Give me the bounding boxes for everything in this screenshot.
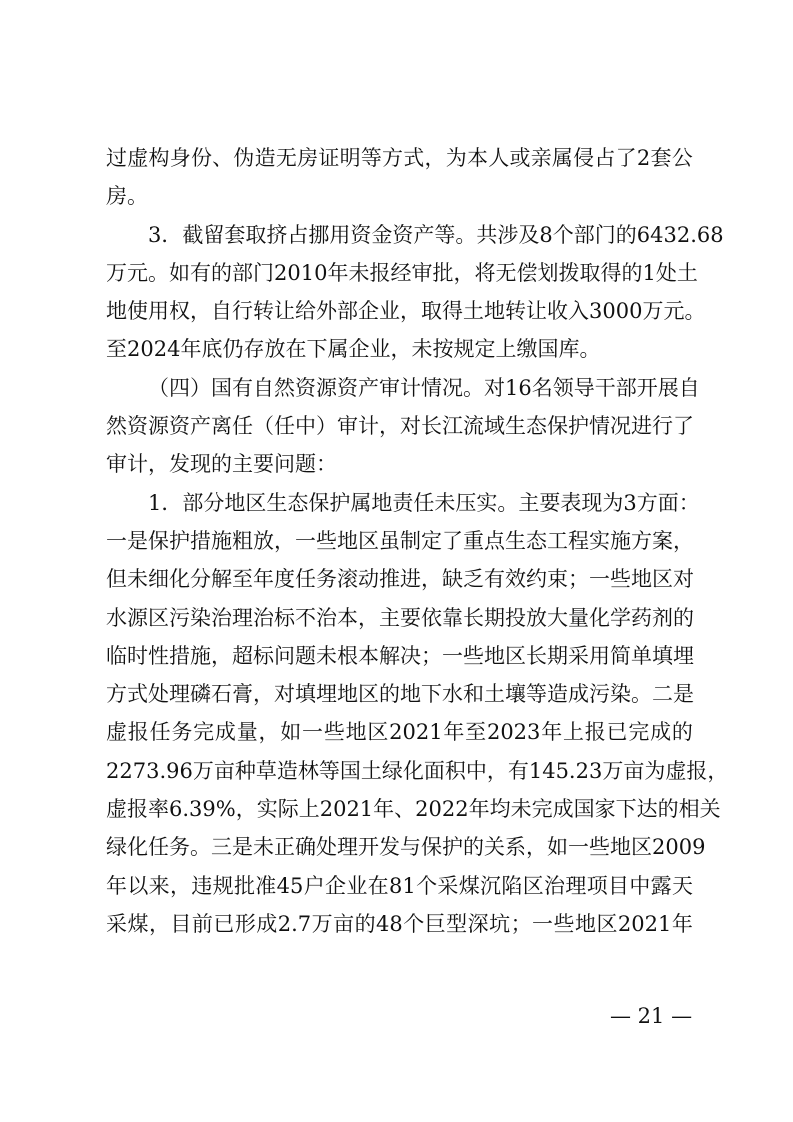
text-line: 但 未 细 化 分 解 至 年 度 任 务 滚 动 推 进 ， 缺 乏 有 效 约 束 ； 一 些 地 区 对 (106, 567, 694, 592)
text-line: 一 是 保 护 措 施 粗 放 ， 一 些 地 区 虽 制 定 了 重 点 生 态 工 程 实 施 方 案 ， (106, 528, 694, 553)
text-line: 绿 化 任 务 。 三 是 未 正 确 处 理 开 发 与 保 护 的 关 系 ， 如 一 些 地 区 2009 (106, 835, 706, 860)
text-line: 方 式 处 理 磷 石 膏 ， 对 填 埋 地 区 的 地 下 水 和 土 壤 等 造 成 污 染 。 二 是 (106, 682, 694, 707)
text-line: 采 煤 ， 目 前 已 形 成 2.7 万 亩 的 48 个 巨 型 深 坑 ； 一 些 地 区 2021 年 (106, 911, 693, 936)
text-line: 3 ． 截 留 套 取 挤 占 挪 用 资 金 资 产 等 。 共 涉 及 8 个 部 门 的 6432.68 (148, 222, 724, 247)
text-line: 过 虚 构 身 份 、 伪 造 无 房 证 明 等 方 式 ， 为 本 人 或 亲 属 侵 占 了 2 套 公 (106, 146, 693, 170)
body-text (106, 139, 729, 943)
text-line: 虚 报 任 务 完 成 量 ， 如 一 些 地 区 2021 年 至 2023 年 上 报 已 完 成 的 (106, 720, 693, 745)
text-line: 至2024年底仍存放在下属企业，未按规定上缴国库。 (106, 337, 601, 362)
text-line: 然 资 源 资 产 离 任 （ 任 中 ） 审 计 ， 对 长 江 流 域 生 态 保 护 情 况 进 行 了 (106, 414, 694, 439)
text-line: 地 使 用 权 ， 自 行 转 让 给 外 部 企 业 ， 取 得 土 地 转 让 收 入 3000 万 元 。 (106, 299, 706, 324)
page-number: — 21 — (610, 1004, 693, 1028)
text-line: 房。 (106, 184, 148, 209)
text-line: 水 源 区 污 染 治 理 治 标 不 治 本 ， 主 要 依 靠 长 期 投 放 大 量 化 学 药 剂 的 (106, 605, 694, 630)
text-line: 临 时 性 措 施 ， 超 标 问 题 未 根 本 解 决 ； 一 些 地 区 长 期 采 用 简 单 填 埋 (106, 643, 694, 668)
text-line: 虚 报 率 6.39% ， 实 际 上 2021 年 、 2022 年 均 未 完 成 国 家 下 达 的 相 关 (106, 797, 721, 822)
text-line: 2273.96 万 亩 种 草 造 林 等 国 土 绿 化 面 积 中 ， 有 145.23 万 亩 为 虚 报 ， (106, 758, 729, 783)
text-line: 1 ． 部 分 地 区 生 态 保 护 属 地 责 任 未 压 实 。 主 要 表 现 为 3 方 面 ： (148, 490, 700, 515)
text-line: 年 以 来 ， 违 规 批 准 45 户 企 业 在 81 个 采 煤 沉 陷 区 治 理 项 目 中 露 天 (106, 873, 693, 898)
text-line: （ 四 ） 国 有 自 然 资 源 资 产 审 计 情 况 。 对 16 名 领 导 干 部 开 展 自 (148, 375, 700, 400)
text-line: 万 元 。 如 有 的 部 门 2010 年 未 报 经 审 批 ， 将 无 偿 划 拨 取 得 的 1 处 土 (106, 260, 698, 285)
text-line: 审计，发现的主要问题： (106, 452, 337, 477)
